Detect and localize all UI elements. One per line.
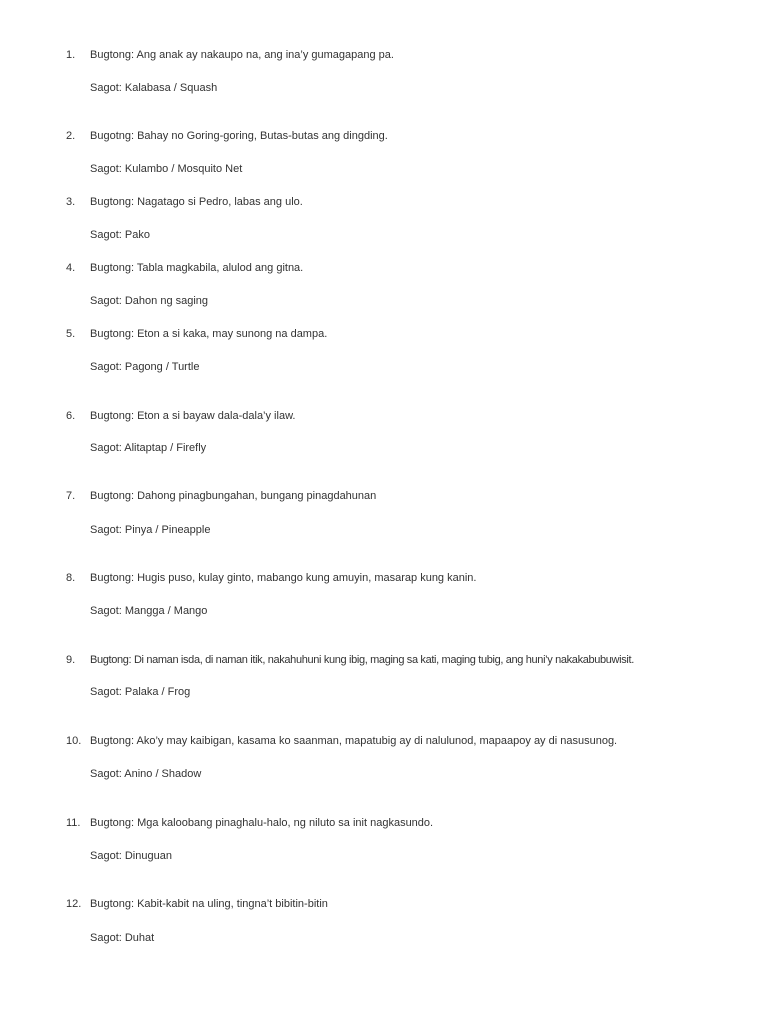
riddle-question: Bugtong: Eton a si kaka, may sunong na dampa. [90,328,328,340]
riddle-answer: Sagot: Duhat [90,932,155,944]
item-number: 11. [66,817,81,829]
item-number: 5. [66,328,76,340]
riddle-answer: Sagot: Alitaptap / Firefly [90,442,207,454]
item-number: 4. [66,262,76,274]
item-number: 12. [66,898,82,910]
riddle-answer: Sagot: Dahon ng saging [90,295,209,307]
item-number: 7. [66,490,76,502]
riddle-question: Bugtong: Ang anak ay nakaupo na, ang ina’y gumagapang pa. [90,49,394,61]
riddle-answer: Sagot: Kalabasa / Squash [90,82,218,94]
item-number: 9. [66,654,76,666]
riddle-question: Bugtong: Ako’y may kaibigan, kasama ko saanman, mapatubig ay di nalulunod, mapaapoy ay di nasusunog. [90,735,618,747]
riddle-question: Bugtong: Hugis puso, kulay ginto, mabango kung amuyin, masarap kung kanin. [90,572,477,584]
riddle-answer: Sagot: Pagong / Turtle [90,361,200,373]
item-number: 8. [66,572,76,584]
riddle-answer: Sagot: Palaka / Frog [90,686,191,698]
riddle-question: Bugtong: Di naman isda, di naman itik, nakahuhuni kung ibig, maging sa kati, maging tubig, ang huni’y nakakabubuwisit. [90,654,634,666]
item-number: 1. [66,49,76,61]
riddle-answer: Sagot: Pako [90,229,150,241]
riddle-question: Bugotng: Bahay no Goring-goring, Butas-butas ang dingding. [90,130,388,142]
riddle-answer: Sagot: Mangga / Mango [90,605,208,617]
riddle-question: Bugtong: Mga kaloobang pinaghalu-halo, ng niluto sa init nagkasundo. [90,817,434,829]
item-number: 2. [66,130,76,142]
riddle-answer: Sagot: Pinya / Pineapple [90,524,211,536]
riddle-question: Bugtong: Kabit-kabit na uling, tingna’t bibitin-bitin [90,898,328,910]
riddle-question: Bugtong: Nagatago si Pedro, labas ang ulo. [90,196,303,208]
riddle-question: Bugtong: Eton a si bayaw dala-dala’y ilaw. [90,410,296,422]
riddle-answer: Sagot: Anino / Shadow [90,768,202,780]
riddle-question: Bugtong: Tabla magkabila, alulod ang gitna. [90,262,304,274]
riddle-answer: Sagot: Dinuguan [90,850,172,862]
item-number: 10. [66,735,82,747]
item-number: 3. [66,196,76,208]
riddle-question: Bugtong: Dahong pinagbungahan, bungang pinagdahunan [90,490,377,502]
riddle-answer: Sagot: Kulambo / Mosquito Net [90,163,243,175]
item-number: 6. [66,410,76,422]
